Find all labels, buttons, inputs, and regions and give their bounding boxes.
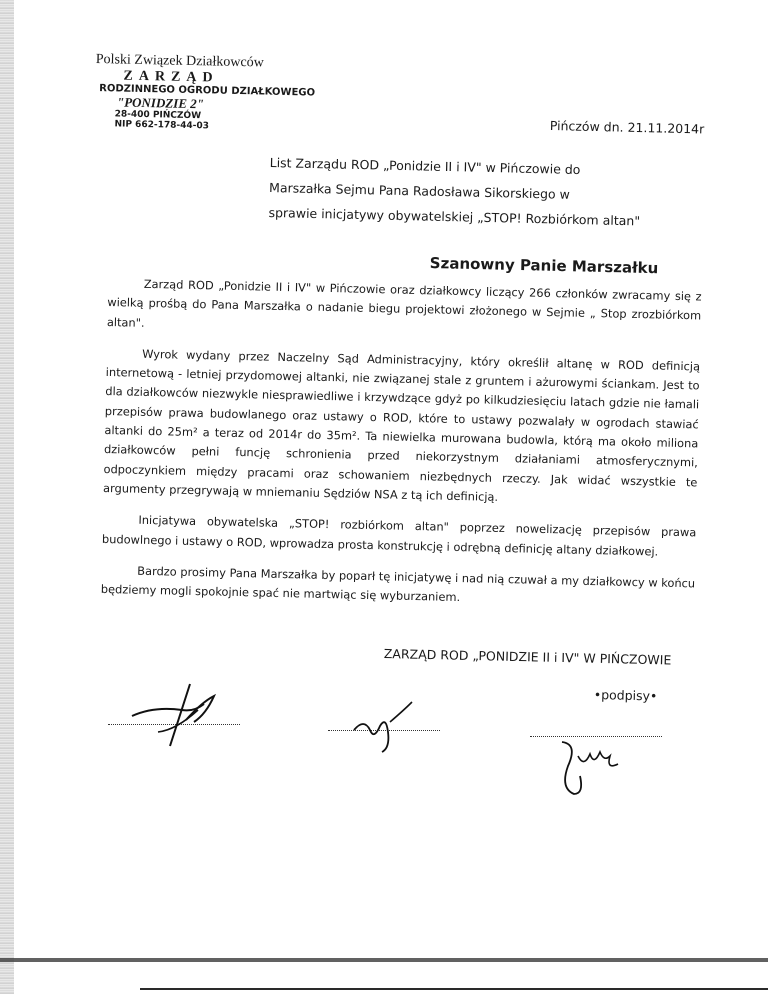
stamp-line-nip: NIP 662-178-44-03 — [114, 119, 210, 132]
letter-date: Pińczów dn. 21.11.2014r — [549, 118, 705, 137]
letter-closing: ZARZĄD ROD „PONIDZIE II i IV" W PIŃCZOWIE — [383, 646, 672, 668]
stamp-line-address: 28-400 PIŃCZÓW — [114, 109, 202, 122]
signature-1 — [124, 680, 234, 750]
body-paragraph: Bardzo prosimy Pana Marszałka by poparł tę inicjatywę i nad nią czuwał a my działkowcy w końcu będziemy mogli spokojnie spać nie martwiąc się wyburzaniem. — [100, 563, 696, 605]
subject-line: sprawie inicjatywy obywatelskiej „STOP! Rozbiórkom altan" — [268, 204, 641, 229]
scan-edge-artifact — [0, 0, 14, 994]
stamp-line-garden: RODZINNEGO OGRODU DZIAŁKOWEGO — [99, 83, 316, 99]
subject-line: Marszałka Sejmu Pana Radosława Sikorskiego w — [268, 179, 571, 202]
stamp-line-board: ZARZĄD — [123, 68, 219, 86]
scan-bottom-line — [140, 988, 768, 990]
stamp-line-organization: Polski Związek Działkowców — [95, 52, 264, 71]
body-paragraph: Zarząd ROD „Ponidzie II i IV" w Pińczowie oraz działkowcy liczący 266 członków zwracamy się z wielką prośbą do Pana Marszałka o nadanie biegu projektowi złożonego w Sejmie „ Stop zrozbiórkom altan". — [106, 276, 702, 330]
signatures-note: •podpisy• — [593, 687, 658, 704]
stamp-line-name: "PONIDZIE 2" — [116, 93, 205, 111]
letter-body — [100, 274, 702, 625]
subject-line: List Zarządu ROD „Ponidzie II i IV" w Pińczowie do — [269, 154, 581, 178]
organization-stamp — [94, 52, 316, 133]
body-paragraph: Inicjatywa obywatelska „STOP! rozbiórkom altan" poprzez nowelizację przepisów prawa budowlnego i ustawy o ROD, wprowadza prosta konstrukcję i odrębną definicję altany działkowej. — [101, 513, 697, 559]
letter-subject — [268, 150, 641, 233]
signature-3 — [548, 736, 628, 800]
scan-bottom-edge — [0, 958, 768, 962]
signature-2 — [346, 696, 426, 756]
letter-greeting: Szanowny Panie Marszałku — [429, 254, 659, 278]
body-paragraph: Wyrok wydany przez Naczelny Sąd Administracyjny, który określił altanę w ROD definicją internetową - letniej przydomowej altanki, nie związanej stale z gruntem i ażurowymi ściankam. Jest to dla działkowców niezwykle niesprawiedliwe i krzywdzące gdyż po kilkudziesięciu latach gdzie nie łamali przepisów prawa budowlanego oraz ustawy o ROD, które to ustawy pozwalały w ogrodach stawiać altanki do 25m² a teraz od 2014r do 35m². Ta niewielka murowana budowla, którą ma około miliona działkowców pełni funcję schronienia przed niekorzystnym działaniami atmosferycznymi, odpoczynkiem między pracami oraz schowaniem niezbędnych rzeczy. Jak widać wszystkie te argumenty przegrywają w mniemaniu Sędziów NSA z tą ich definicją. — [102, 346, 701, 504]
